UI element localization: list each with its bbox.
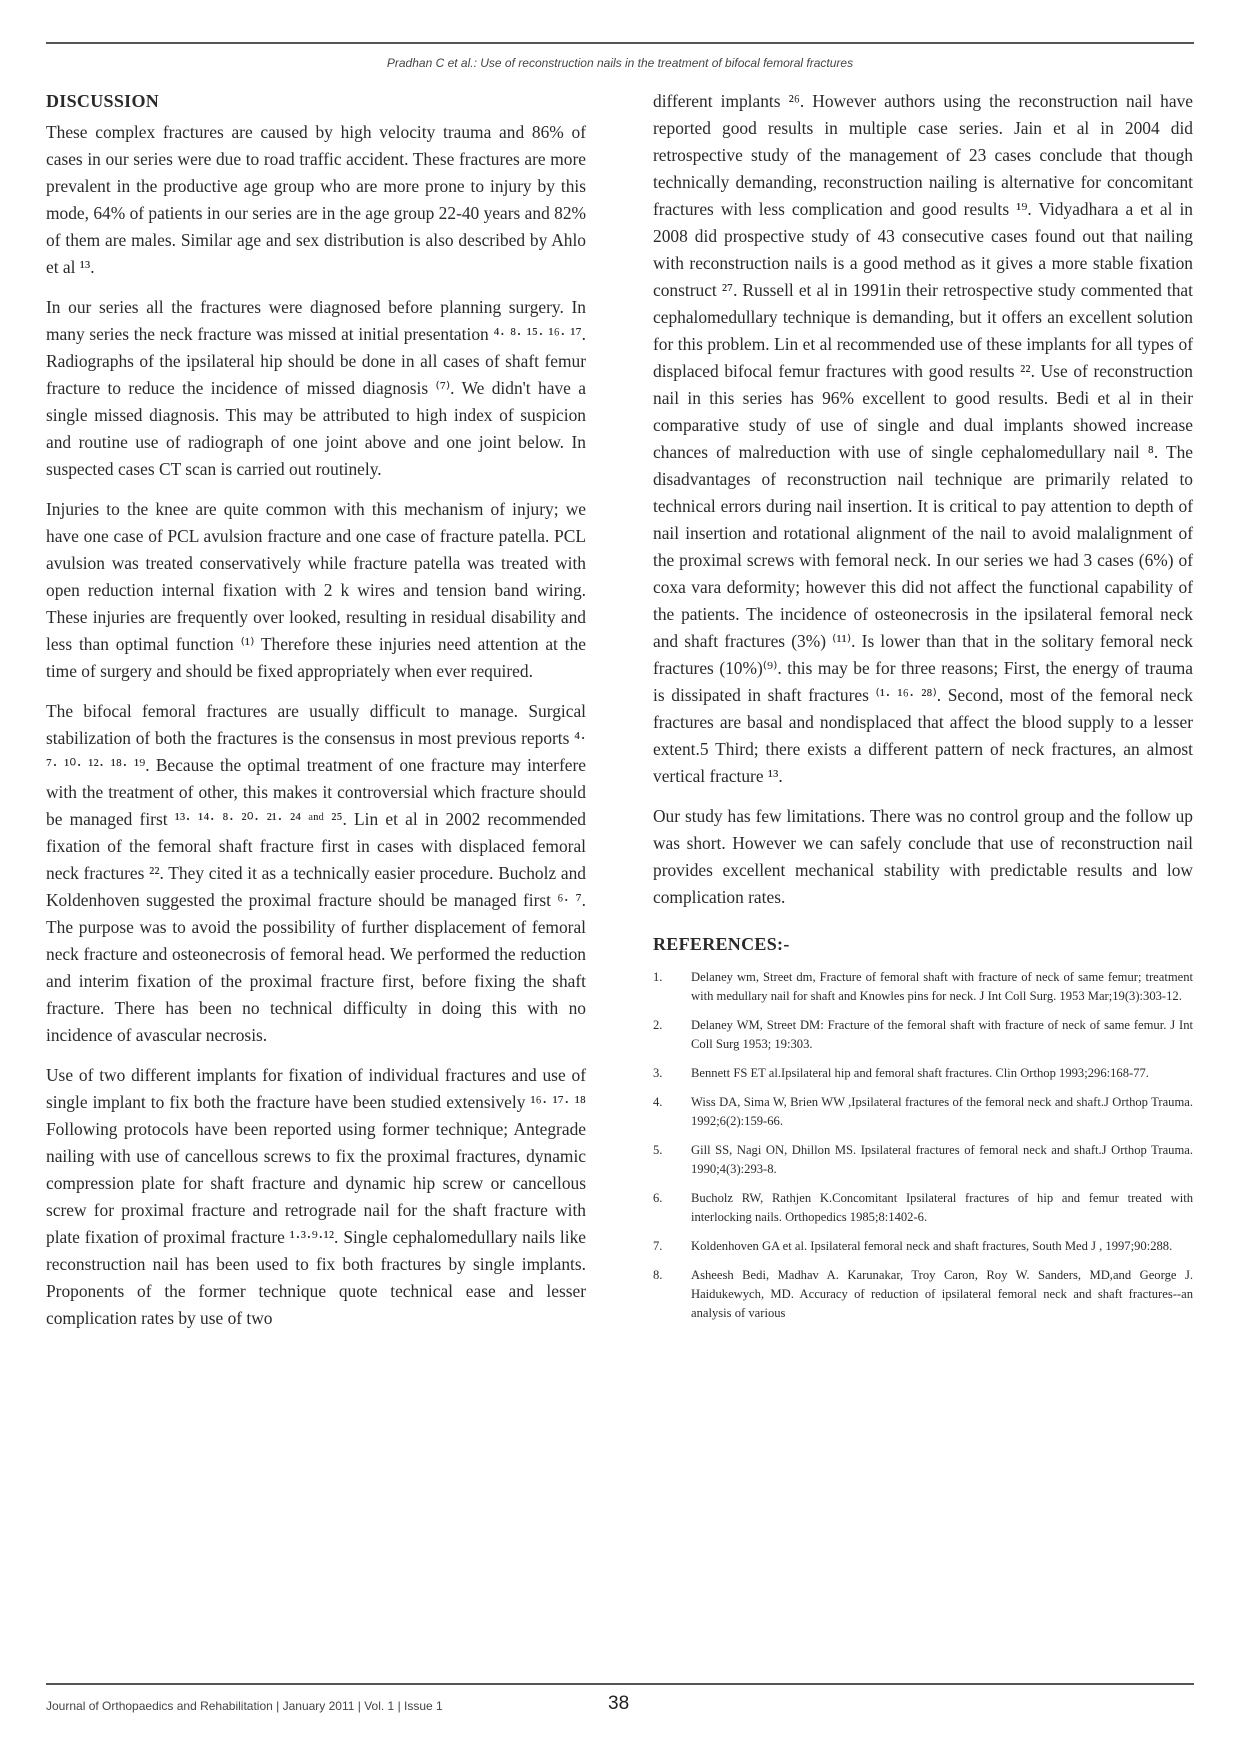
journal-footer: Journal of Orthopaedics and Rehabilitation | January 2011 | Vol. 1 | Issue 1	[46, 1699, 443, 1713]
reference-number: 7.	[653, 1239, 663, 1253]
reference-number: 1.	[653, 970, 663, 984]
page-number: 38	[608, 1693, 630, 1714]
reference-text: Delaney wm, Street dm, Fracture of femoral shaft with fracture of neck of same femur; treatment with medullary nail for shaft and Knowles pins for neck. J Int Coll Surg. 1953 Mar;19(3):303-12.	[691, 970, 1193, 1003]
reference-text: Wiss DA, Sima W, Brien WW ,Ipsilateral fractures of the femoral neck and shaft.J Orthop Trauma. 1992;6(2):159-66.	[691, 1095, 1193, 1128]
reference-number: 6.	[653, 1191, 663, 1205]
references-heading: REFERENCES:-	[653, 934, 790, 954]
reference-item	[653, 1266, 1193, 1323]
reference-text: Gill SS, Nagi ON, Dhillon MS. Ipsilateral fractures of femoral neck and shaft.J Orthop Trauma. 1990;4(3):293-8.	[691, 1143, 1193, 1176]
paragraph: Injuries to the knee are quite common with this mechanism of injury; we have one case of PCL avulsion fracture and one case of fracture patella. PCL avulsion was treated conservatively while fracture patella was treated with open reduction internal fixation with 2 k wires and tension band wiring. These injuries are frequently over looked, resulting in residual disability and less than optimal function ⁽¹⁾ Therefore these injuries need attention at the time of surgery and should be fixed appropriately when ever required.	[46, 499, 586, 681]
left-column	[46, 88, 586, 1345]
bottom-rule	[46, 1683, 1194, 1685]
paragraph: The bifocal femoral fractures are usually difficult to manage. Surgical stabilization of both the fractures is the consensus in most previous reports ⁴· ⁷· ¹⁰· ¹²· ¹⁸· ¹⁹. Because the optimal treatment of one fracture may interfere with the treatment of other, this makes it controversial which fracture should be managed first ¹³· ¹⁴· ⁸· ²⁰· ²¹· ²⁴ ᵃⁿᵈ ²⁵. Lin et al in 2002 recommended fixation of the femoral shaft fracture first in cases with displaced femoral neck fractures ²². They cited it as a technically easier procedure. Bucholz and Koldenhoven suggested the proximal fracture should be managed first ⁶· ⁷. The purpose was to avoid the possibility of further displacement of femoral neck fracture and osteonecrosis of femoral head. We performed the reduction and interim fixation of the proximal fracture first, before fixing the shaft fracture. There has been no technical difficulty in doing this with no incidence of avascular necrosis.	[46, 701, 586, 1045]
reference-text: Bennett FS ET al.Ipsilateral hip and femoral shaft fractures. Clin Orthop 1993;296:168-77.	[691, 1066, 1149, 1080]
reference-item	[653, 1237, 1193, 1256]
reference-item	[653, 1189, 1193, 1227]
paragraph: different implants ²⁶. However authors using the reconstruction nail have reported good results in multiple case series. Jain et al in 2004 did retrospective study of the management of 23 cases conclude that though technically demanding, reconstruction nailing is alternative for concomitant fractures with less complication and good results ¹⁹. Vidyadhara a et al in 2008 did prospective study of 43 consecutive cases found out that nailing with reconstruction nails is a good method as it gives a more stable fixation construct ²⁷. Russell et al in 1991in their retrospective study commented that cephalomedullary technique is demanding, but it offers an excellent solution for this problem. Lin et al recommended use of these implants for all types of displaced bifocal femur fractures with good results ²². Use of reconstruction nail in this series has 96% excellent to good results. Bedi et al in their comparative study of use of single and dual implants showed increase chances of malreduction with use of single cephalomedullary nail ⁸. The disadvantages of reconstruction nail technique are primarily related to technical errors during nail insertion. It is critical to pay attention to depth of nail insertion and rotational alignment of the nail to avoid malalignment of the proximal screws with femoral neck. In our series we had 3 cases (6%) of coxa vara deformity; however this did not affect the functional capability of the patients. The incidence of osteonecrosis in the ipsilateral femoral neck and shaft fractures (3%) ⁽¹¹⁾. Is lower than that in the solitary femoral neck fractures (10%)⁽⁹⁾. this may be for three reasons; First, the energy of trauma is dissipated in shaft fractures ⁽¹· ¹⁶· ²⁸⁾. Second, most of the femoral neck fractures are basal and nondisplaced that affect the blood supply to a lesser extent.5 Third; there exists a different pattern of neck fractures, an almost vertical fracture ¹³.	[653, 91, 1193, 786]
paragraph: Our study has few limitations. There was no control group and the follow up was short. However we can safely conclude that use of reconstruction nail provides excellent mechanical stability with predictable results and low complication rates.	[653, 806, 1193, 907]
paragraph: These complex fractures are caused by high velocity trauma and 86% of cases in our series were due to road traffic accident. These fractures are more prevalent in the productive age group who are more prone to injury by this mode, 64% of patients in our series are in the age group 22-40 years and 82% of them are males. Similar age and sex distribution is also described by Ahlo et al ¹³.	[46, 122, 586, 277]
reference-text: Asheesh Bedi, Madhav A. Karunakar, Troy Caron, Roy W. Sanders, MD,and George J. Haidukewych, MD. Accuracy of reduction of ipsilateral femoral neck and shaft fractures--an analysis of various	[691, 1268, 1193, 1320]
reference-item	[653, 1016, 1193, 1054]
reference-item	[653, 1141, 1193, 1179]
paragraph: In our series all the fractures were diagnosed before planning surgery. In many series the neck fracture was missed at initial presentation ⁴· ⁸· ¹⁵· ¹⁶· ¹⁷. Radiographs of the ipsilateral hip should be done in all cases of shaft femur fracture to reduce the incidence of missed diagnosis ⁽⁷⁾. We didn't have a single missed diagnosis. This may be attributed to high index of suspicion and routine use of radiograph of one joint above and one joint below. In suspected cases CT scan is carried out routinely.	[46, 297, 586, 479]
reference-text: Bucholz RW, Rathjen K.Concomitant Ipsilateral fractures of hip and femur treated with interlocking nails. Orthopedics 1985;8:1402-6.	[691, 1191, 1193, 1224]
reference-text: Delaney WM, Street DM: Fracture of the femoral shaft with fracture of neck of same femur. J Int Coll Surg 1953; 19:303.	[691, 1018, 1193, 1051]
reference-number: 4.	[653, 1095, 663, 1109]
reference-list	[653, 968, 1193, 1323]
right-column	[653, 88, 1193, 1333]
reference-number: 5.	[653, 1143, 663, 1157]
top-rule	[46, 42, 1194, 44]
reference-number: 8.	[653, 1268, 663, 1282]
reference-number: 3.	[653, 1066, 663, 1080]
paragraph: Use of two different implants for fixation of individual fractures and use of single implant to fix both the fracture have been studied extensively ¹⁶· ¹⁷· ¹⁸ Following protocols have been reported using former technique; Antegrade nailing with use of cancellous screws to fix the proximal fractures, dynamic compression plate for shaft fracture and dynamic hip screw or cancellous screw for proximal fracture and retrograde nail for the shaft fracture with plate fixation of proximal fracture ¹·³·⁹·¹². Single cephalomedullary nails like reconstruction nail has been used to fix both fractures by single implants. Proponents of the former technique quote technical ease and lesser complication rates by use of two	[46, 1065, 586, 1328]
reference-number: 2.	[653, 1018, 663, 1032]
reference-item	[653, 968, 1193, 1006]
running-head: Pradhan C et al.: Use of reconstruction nails in the treatment of bifocal femoral fractures	[386, 56, 854, 70]
reference-item	[653, 1064, 1193, 1083]
discussion-heading: DISCUSSION	[46, 91, 160, 111]
reference-item	[653, 1093, 1193, 1131]
reference-text: Koldenhoven GA et al. Ipsilateral femoral neck and shaft fractures, South Med J , 1997;90:288.	[691, 1239, 1173, 1253]
